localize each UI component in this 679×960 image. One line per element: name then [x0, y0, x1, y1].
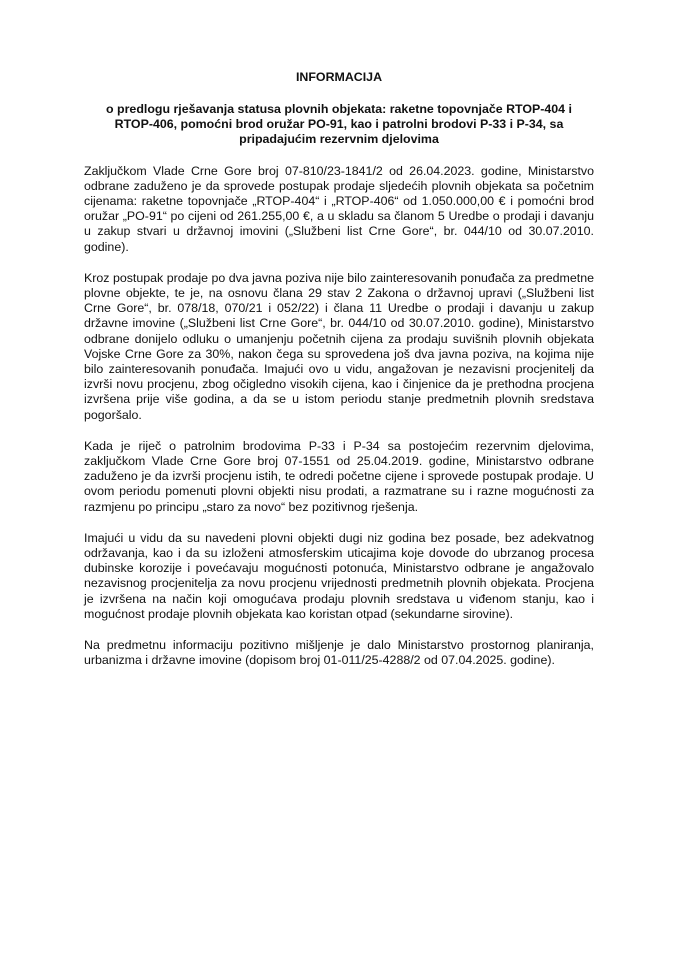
- paragraph-4: Imajući u vidu da su navedeni plovni objekti dugi niz godina bez posade, bez adekvatnog održavanja, kao i da su izloženi atmosferskim uticajima koje dovode do ubrzanog procesa dubinske korozije i povećavaju mogućnosti potonuća, Ministarstvo odbrane je angažovalo nezavisnog procjenitelja za novu procjenu vrijednosti predmetnih plovnih objekata. Procjena je izvršena na način koji omogućava prodaju plovnih sredstava u viđenom stanju, kao i mogućnost prodaje plovnih objekata kao koristan otpad (sekundarne sirovine).: [84, 530, 594, 621]
- paragraph-5: Na predmetnu informaciju pozitivno mišljenje je dalo Ministarstvo prostornog planiranja, urbanizma i državne imovine (dopisom broj 01-011/25-4288/2 od 07.04.2025. godine).: [84, 638, 594, 668]
- paragraph-2: Kroz postupak prodaje po dva javna poziva nije bilo zainteresovanih ponuđača za predmetne plovne objekte, te je, na osnovu člana 29 stav 2 Zakona o državnoj upravi („Službeni list Crne Gore“, br. 078/18, 070/21 i 052/22) i člana 11 Uredbe o prodaji i davanju u zakup državne imovine („Službeni list Crne Gore“, br. 044/10 od 30.07.2010. godine), Ministarstvo odbrane donijelo odluku o umanjenju početnih cijena za prodaju suvišnih plovnih objekata Vojske Crne Gore za 30%, nakon čega su sprovedena još dva javna poziva, na kojima nije bilo zainteresovanih ponuđača. Imajući ovo u vidu, angažovan je nezavisni procjenitelj da izvrši novu procjenu, zbog očigledno visokih cijena, kao i činjenice da je prethodna procjena izvršena prije više godina, a da se u istom periodu stanje predmetnih plovnih sredstava pogoršalo.: [84, 270, 594, 422]
- document-page: [84, 70, 594, 685]
- paragraph-1: Zaključkom Vlade Crne Gore broj 07-810/23-1841/2 od 26.04.2023. godine, Ministarstvo odbrane zaduženo je da sprovede postupak prodaje sljedećih plovnih objekata sa početnim cijenama: raketne topovnjače „RTOP-404“ i „RTOP-406“ od 1.050.000,00 € i pomoćni brod oružar „PO-91“ po cijeni od 261.255,00 €, a u skladu sa članom 5 Uredbe o prodaji i davanju u zakup stvari u državnoj imovini („Službeni list Crne Gore“, br. 044/10 od 30.07.2010. godine).: [84, 163, 594, 254]
- document-subtitle: o predlogu rješavanja statusa plovnih objekata: raketne topovnjače RTOP-404 i RTOP-406, pomoćni brod oružar PO-91, kao i patrolni brodovi P-33 i P-34, sa pripadajućim rezervnim djelovima: [106, 102, 572, 147]
- paragraph-3: Kada je riječ o patrolnim brodovima P-33 i P-34 sa postojećim rezervnim djelovima, zaključkom Vlade Crne Gore broj 07-1551 od 25.04.2019. godine, Ministarstvo odbrane zaduženo je da izvrši procjenu istih, te odredi početne cijene i sprovede postupak prodaje. U ovom periodu pomenuti plovni objekti nisu prodati, a razmatrane su i razne mogućnosti za razmjenu po principu „staro za novo“ bez pozitivnog rješenja.: [84, 438, 594, 514]
- document-title: INFORMACIJA: [295, 70, 383, 84]
